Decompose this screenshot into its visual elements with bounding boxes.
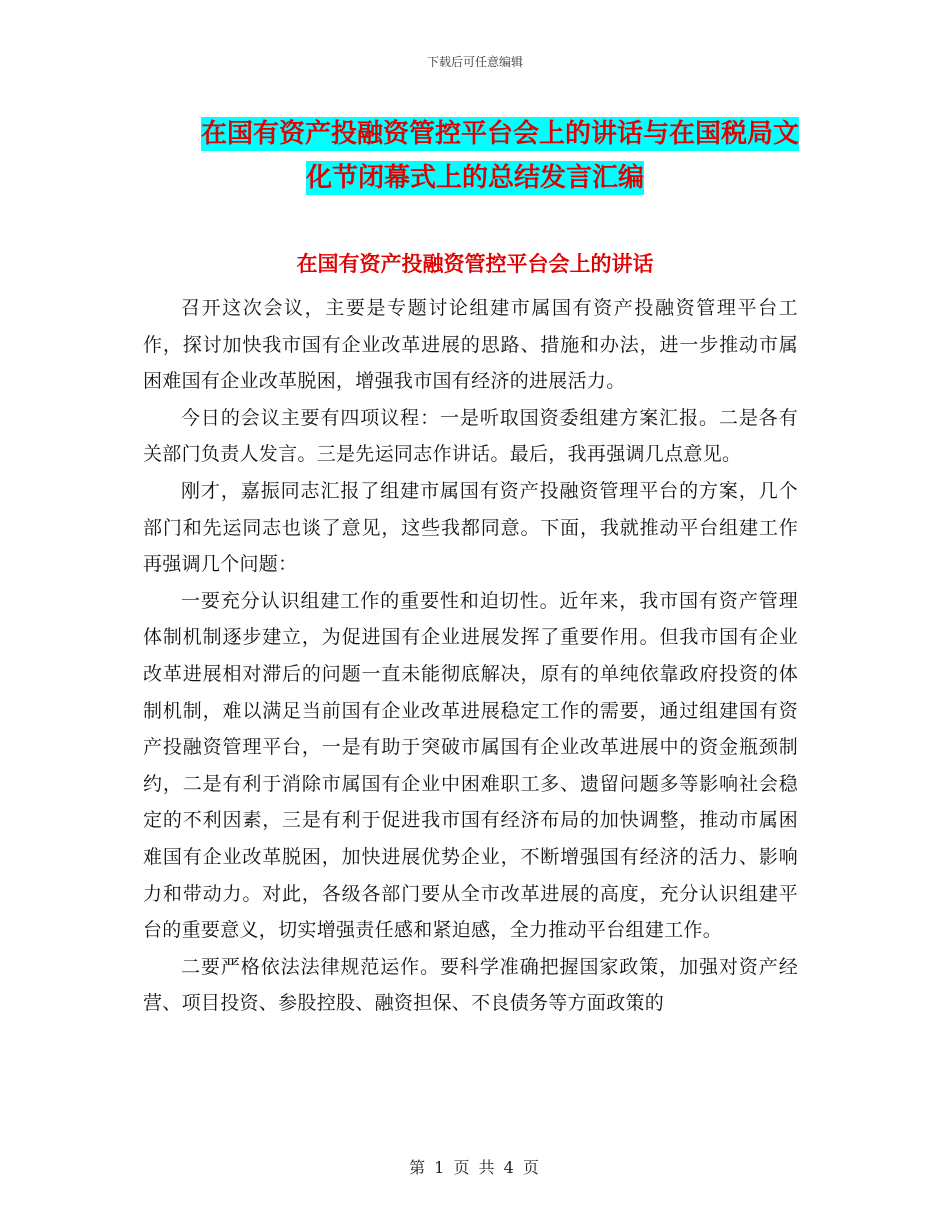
section-title: 在国有资产投融资管控平台会上的讲话 <box>296 252 654 276</box>
title-line-1 <box>0 112 950 156</box>
document-body <box>143 290 798 1022</box>
title-line-2 <box>0 156 950 200</box>
paragraph: 今日的会议主要有四项议程：一是听取国资委组建方案汇报。二是各有关部门负责人发言。三是先运同志作讲话。最后，我再强调几点意见。 <box>143 406 798 466</box>
paragraph: 一要充分认识组建工作的重要性和迫切性。近年来，我市国有资产管理体制机制逐步建立，为促进国有企业进展发挥了重要作用。但我市国有企业改革进展相对滞后的问题一直未能彻底解决，原有的单纯依靠政府投资的体制机制，难以满足当前国有企业改革进展稳定工作的需要，通过组建国有资产投融资管理平台，一是有助于突破市属国有企业改革进展中的资金瓶颈制约，二是有利于消除市属国有企业中困难职工多、遗留问题多等影响社会稳定的不利因素，三是有利于促进我市国有经济布局的加快调整，推动市属困难国有企业改革脱困，加快进展优势企业，不断增强国有经济的活力、影响力和带动力。对此，各级各部门要从全市改革进展的高度，充分认识组建平台的重要意义，切实增强责任感和紧迫感，全力推动平台组建工作。 <box>143 589 798 942</box>
page-number-footer: 第 1 页 共 4 页 <box>409 1158 541 1177</box>
paragraph: 召开这次会议，主要是专题讨论组建市属国有资产投融资管理平台工作，探讨加快我市国有企业改革进展的思路、措施和办法，进一步推动市属困难国有企业改革脱困，增强我市国有经济的进展活力。 <box>143 297 798 393</box>
title-line-1-text: 在国有资产投融资管控平台会上的讲话与在国税局文 <box>200 119 799 149</box>
paragraph: 刚才，嘉振同志汇报了组建市属国有资产投融资管理平台的方案，几个部门和先运同志也谈了意见，这些我都同意。下面，我就推动平台组建工作再强调几个问题： <box>143 479 798 576</box>
document-title <box>0 112 950 200</box>
paragraph: 二要严格依法法律规范运作。要科学准确把握国家政策，加强对资产经营、项目投资、参股控股、融资担保、不良债务等方面政策的 <box>143 955 798 1015</box>
header-note: 下载后可任意编辑 <box>426 55 523 69</box>
title-line-2-text: 化节闭幕式上的总结发言汇编 <box>305 163 644 193</box>
